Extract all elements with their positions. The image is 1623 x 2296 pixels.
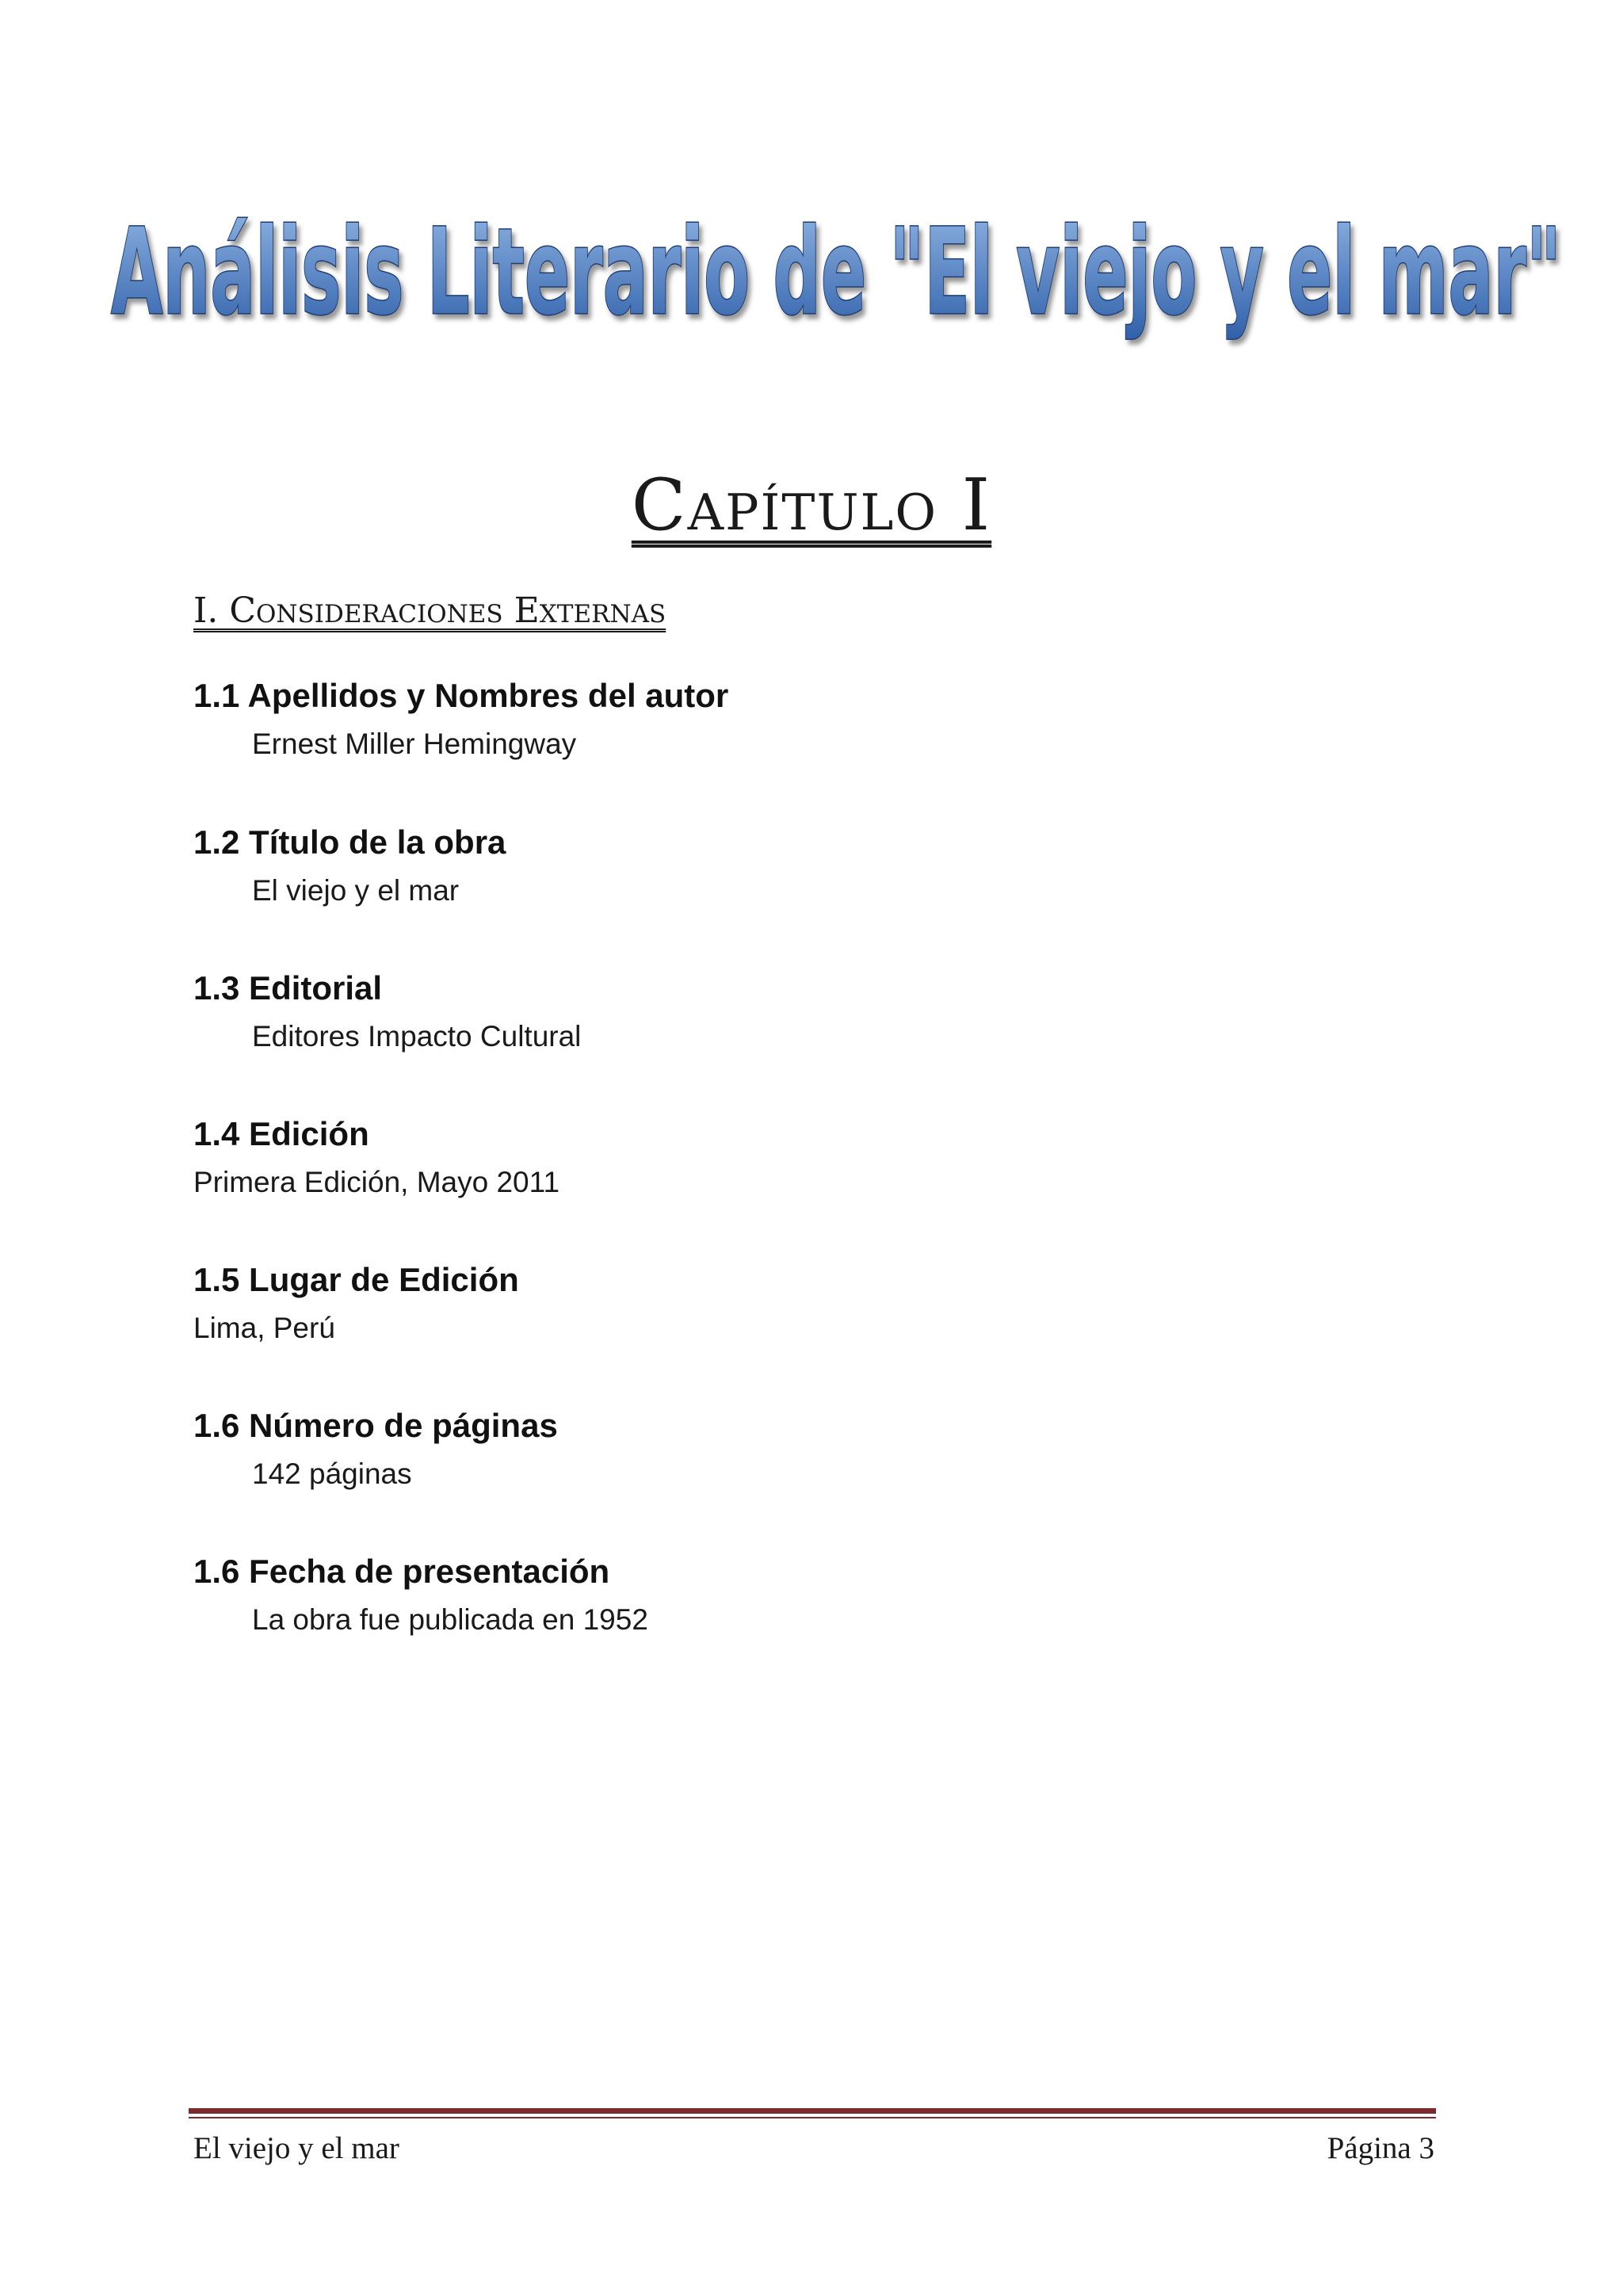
item-heading: 1.6 Número de páginas [193, 1407, 558, 1444]
chapter-title [0, 464, 1623, 547]
item-title [193, 820, 506, 911]
footer-rule-thin [189, 2117, 1436, 2118]
item-heading: 1.3 Editorial [193, 969, 383, 1007]
footer-page-number: Página 3 [1327, 2131, 1434, 2165]
item-value: Primera Edición, Mayo 2011 [193, 1166, 560, 1198]
item-value: Ernest Miller Hemingway [252, 728, 577, 760]
item-author [193, 674, 728, 764]
item-pages [193, 1404, 558, 1494]
item-date [193, 1549, 648, 1640]
banner-title [103, 194, 1569, 353]
item-value: Editores Impacto Cultural [252, 1020, 582, 1052]
item-heading: 1.5 Lugar de Edición [193, 1261, 519, 1298]
item-heading: 1.2 Título de la obra [193, 823, 506, 861]
item-value: La obra fue publicada en 1952 [252, 1603, 648, 1636]
banner-wordart [103, 194, 1569, 353]
item-heading: 1.6 Fecha de presentación [193, 1553, 610, 1590]
item-heading: 1.4 Edición [193, 1115, 369, 1152]
item-place [193, 1258, 519, 1348]
item-heading: 1.1 Apellidos y Nombres del autor [193, 677, 729, 714]
item-value: Lima, Perú [193, 1312, 335, 1344]
item-edition [193, 1112, 559, 1202]
footer-document-title: El viejo y el mar [193, 2131, 399, 2165]
footer-rule [189, 2108, 1436, 2114]
banner-title-text: Análisis Literario de "El viejo y el mar" [111, 204, 1561, 342]
section-heading: I. Consideraciones Externas [193, 590, 666, 631]
item-publisher [193, 966, 581, 1056]
item-value: 142 páginas [252, 1457, 412, 1490]
item-value: El viejo y el mar [252, 874, 460, 907]
chapter-title-text: Capítulo I [631, 464, 992, 547]
